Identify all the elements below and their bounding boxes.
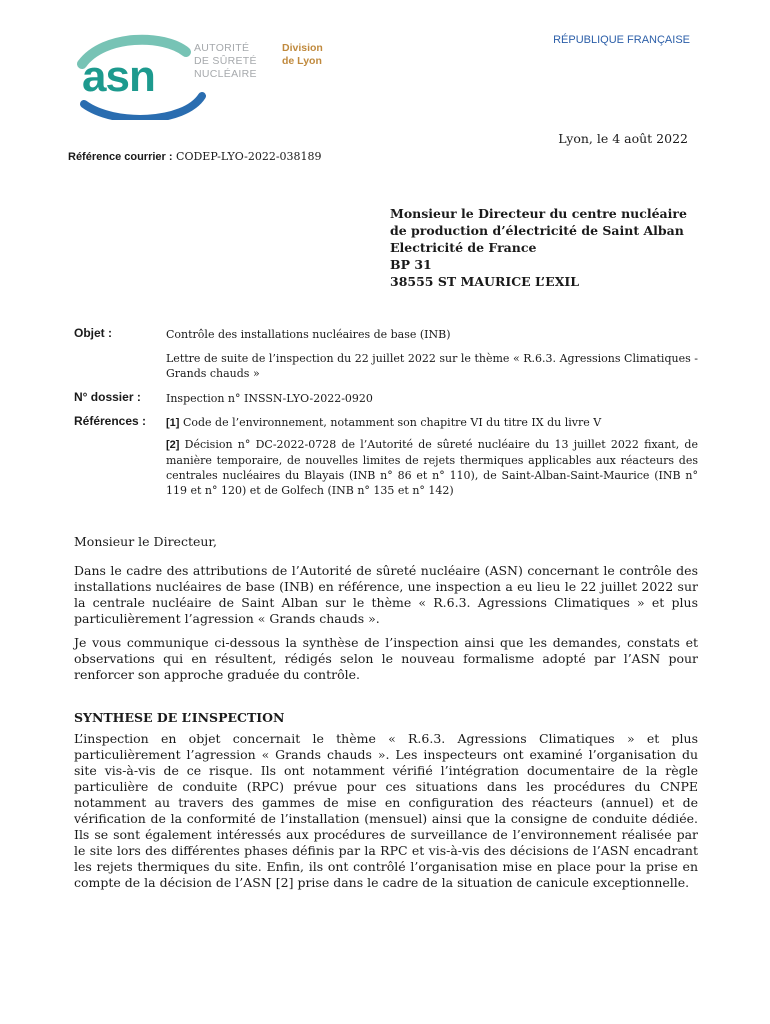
- logo-line-2: DE SÛRETÉ: [194, 55, 257, 67]
- address-line: Monsieur le Directeur du centre nucléaire: [390, 206, 687, 221]
- address-line: de production d’électricité de Saint Alban: [390, 223, 684, 238]
- reference-1-number: [1]: [166, 417, 180, 429]
- reference-2-number: [2]: [166, 439, 180, 451]
- paragraph-1: Dans le cadre des attributions de l’Autorité de sûreté nucléaire (ASN) concernant le contrôle des installations nucléaires de base (INB) en référence, une inspection a eu lieu le 22 juillet 2022 sur la centrale nucléaire de Saint Alban sur le thème « R.6.3. Agressions Climatiques » et plus particulièrement l’agression « Grands chauds ».: [74, 563, 698, 626]
- objet-line-2: Lettre de suite de l’inspection du 22 juillet 2022 sur le thème « R.6.3. Agressions Climatiques - Grands chauds »: [166, 352, 698, 380]
- address-line: Electricité de France: [390, 240, 537, 255]
- asn-logo: [74, 34, 323, 120]
- logo-line-3: NUCLÉAIRE: [194, 68, 257, 80]
- reference-courrier: [68, 150, 322, 163]
- address-line: 38555 ST MAURICE L’EXIL: [390, 274, 580, 289]
- objet-label: Objet :: [74, 326, 112, 340]
- paragraph-3: L’inspection en objet concernait le thème « R.6.3. Agressions Climatiques » et plus particulièrement l’agression « Grands chauds ». Les inspecteurs ont examiné l’organisation du site vis-à-vis de ce risque. Ils ont notamment vérifié l’intégration documentaire de la règle particulière de conduite (RPC) prévue pour ces situations dans les procédures du CNPE notamment au travers des gammes de mise en configuration des réacteurs (annuel) et de vérification de la conformité de l’installation (mensuel) ainsi que la consigne de conduite dédiée. Ils se sont également intéressés aux procédures de surveillance de l’environnement réalisée par le site lors des différentes phases définis par la RPC et vis-à-vis des décisions de l’ASN encadrant les rejets thermiques du site. Enfin, ils ont contrôlé l’organisation mise en place pour la prise en compte de la décision de l’ASN [2] prise dans le cadre de la situation de canicule exceptionnelle.: [74, 731, 698, 890]
- reference-1-text: Code de l’environnement, notamment son chapitre VI du titre IX du livre V: [179, 416, 602, 429]
- republique-francaise: RÉPUBLIQUE FRANÇAISE: [553, 34, 690, 46]
- reference-2: [166, 437, 698, 498]
- section-title-synthese: SYNTHESE DE L’INSPECTION: [74, 710, 285, 725]
- reference-label: Référence courrier :: [68, 151, 173, 163]
- recipient-address: [390, 205, 687, 290]
- logo-line-1: AUTORITÉ: [194, 42, 250, 54]
- division-line-1: Division: [282, 42, 323, 54]
- references-label: Références :: [74, 414, 147, 428]
- reference-1: [166, 415, 698, 431]
- reference-value: CODEP-LYO-2022-038189: [172, 150, 322, 163]
- division-line-2: de Lyon: [282, 55, 322, 67]
- svg-text:asn: asn: [82, 52, 155, 101]
- reference-2-text: Décision n° DC-2022-0728 de l’Autorité de sûreté nucléaire du 13 juillet 2022 fixant, de manière temporaire, de nouvelles limites de rejets thermiques applicables aux réacteurs des centrales nucléaires du Blayais (INB n° 86 et n° 110), de Saint-Alban-Saint-Maurice (INB n° 119 et n° 120) et de Golfech (INB n° 135 et n° 142): [166, 438, 698, 497]
- objet-line-1: Contrôle des installations nucléaires de base (INB): [166, 328, 451, 341]
- date-line: Lyon, le 4 août 2022: [558, 131, 688, 146]
- dossier-label: N° dossier :: [74, 390, 141, 404]
- dossier-value: Inspection n° INSSN-LYO-2022-0920: [166, 392, 373, 405]
- address-line: BP 31: [390, 257, 432, 272]
- paragraph-2: Je vous communique ci-dessous la synthèse de l’inspection ainsi que les demandes, constats et observations qui en résultent, rédigés selon le nouveau formalisme adopté par l’ASN pour renforcer son approche graduée du contrôle.: [74, 635, 698, 682]
- salutation: Monsieur le Directeur,: [74, 534, 217, 549]
